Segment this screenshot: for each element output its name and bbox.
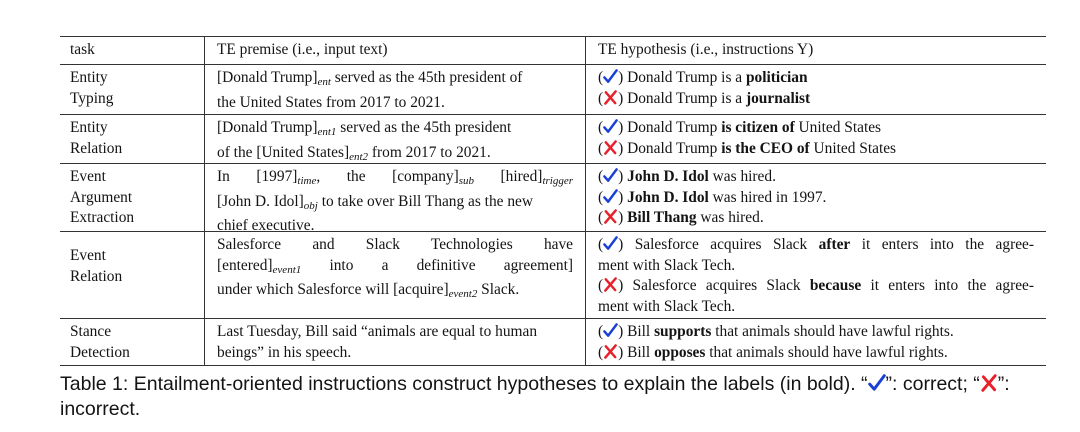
cross-icon <box>603 140 618 155</box>
cross-icon <box>603 90 618 105</box>
cross-icon <box>603 277 618 292</box>
task-cell: Entity Typing <box>60 65 205 114</box>
hypothesis-cell <box>586 319 1046 365</box>
checkmark-icon <box>603 168 618 183</box>
hypothesis-cell: ( ) Salesforce acquires Slack after it enters into the agree- ment with Slack Tech. ( ) Salesforce acquires Slack because it enters into the agree- ment with Slack Tech. <box>598 236 1034 315</box>
table-row <box>60 115 1046 164</box>
hypothesis-line: ( ) Bill opposes that animals should have lawful rights. <box>598 343 948 361</box>
checkmark-icon <box>603 236 618 251</box>
table-row <box>60 319 1046 366</box>
hypothesis-line: ( ) John D. Idol was hired. <box>598 168 776 185</box>
hypothesis-line: ( ) Donald Trump is the CEO of United States <box>598 139 897 157</box>
table-row <box>60 164 1046 232</box>
hypothesis-line: ( ) Bill supports that animals should have lawful rights. <box>598 323 954 340</box>
hypothesis-line: ( ) Salesforce acquires Slack after it enters into the agree- <box>598 236 1034 253</box>
hypothesis-line: ( ) Bill Thang was hired. <box>598 209 764 226</box>
hypothesis-line: ( ) Donald Trump is a politician <box>598 69 808 86</box>
hypothesis-line: ( ) Donald Trump is a journalist <box>598 89 811 107</box>
checkmark-icon <box>603 119 618 134</box>
header-task: task <box>60 37 205 64</box>
premise-cell: [Donald $Trump]_{ent}$ served as the 45th president of the United States from 2017 to 2021. <box>205 65 586 114</box>
checkmark-icon <box>603 69 618 84</box>
premise-cell: Last Tuesday, Bill said “animals are equal to human beings” in his speech. <box>205 319 586 365</box>
task-cell: Event Argument Extraction <box>60 164 205 231</box>
cross-icon <box>603 344 618 359</box>
premise-cell: In $[1997]_{time}$, the $[company]_{sub}$ $[hired]_{trigger}$ [John D. $Idol]_{obj}$ to take over Bill Thang as the new chief executive. <box>205 164 586 231</box>
cross-icon <box>980 374 998 392</box>
header-premise: TE premise (i.e., input text) <box>205 37 586 64</box>
table-header-row <box>60 36 1046 65</box>
task-cell: Event Relation <box>60 232 205 318</box>
table-row <box>60 65 1046 115</box>
table-caption: Table 1: Entailment-oriented instructions construct hypotheses to explain the labels (in bold). “ ”: correct; “ ”: incorrect. <box>60 373 1010 420</box>
checkmark-icon <box>868 374 886 392</box>
task-cell: Stance Detection <box>60 319 205 365</box>
header-hypothesis: TE hypothesis (i.e., instructions Y) <box>598 41 814 58</box>
hypothesis-cell <box>586 164 1046 231</box>
hypothesis-line: ( ) Salesforce acquires Slack because it enters into the agree- <box>598 277 1034 294</box>
checkmark-icon <box>603 323 618 338</box>
hypothesis-line: ( ) Donald Trump is citizen of United States <box>598 119 882 136</box>
hypothesis-cell <box>586 65 1046 114</box>
premise-cell: Salesforce and Slack Technologies have $[entered]_{event1}$ into a definitive agreement] under which Salesforce will $[acquire]_{event2}$ Slack. <box>205 232 586 318</box>
table-row <box>60 232 1046 319</box>
checkmark-icon <box>603 189 618 204</box>
results-table <box>60 36 1046 366</box>
hypothesis-line: ( ) John D. Idol was hired in 1997. <box>598 188 827 206</box>
premise-cell: [Donald $Trump]_{ent1}$ served as the 45th president of the [United $States]_{ent2}$ from 2017 to 2021. <box>205 115 586 163</box>
task-cell: Entity Relation <box>60 115 205 163</box>
cross-icon <box>603 209 618 224</box>
hypothesis-cell <box>586 115 1046 163</box>
